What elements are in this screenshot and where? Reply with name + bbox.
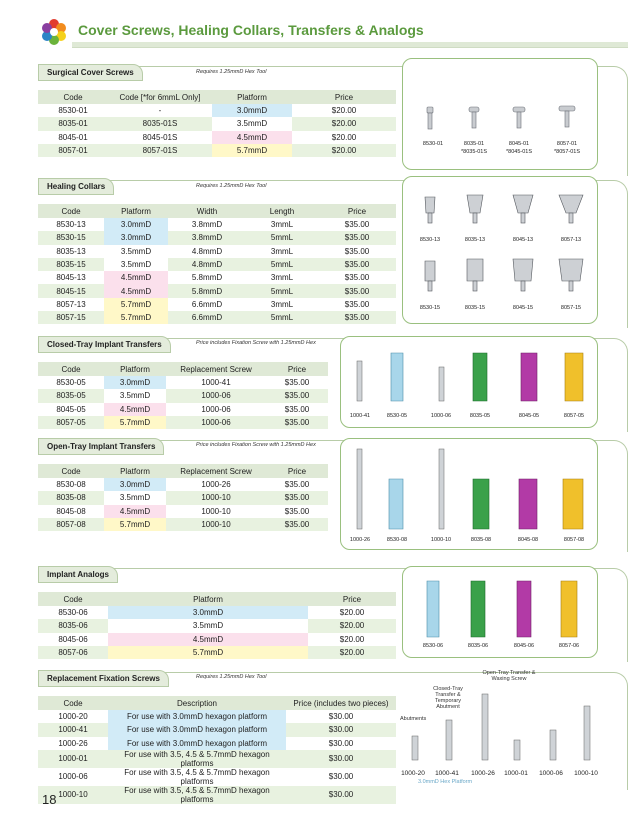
label-abutments: Abutments <box>400 716 427 722</box>
closed-table <box>38 362 328 429</box>
fixation-table <box>38 696 396 804</box>
analogs-caption: 8530-06 <box>422 643 444 649</box>
table-row <box>38 298 396 311</box>
cell: $35.00 <box>266 376 328 389</box>
healing-note: Requires 1.25mmD Hex Tool <box>196 183 267 189</box>
healing-caption: 8035-15 <box>464 305 486 311</box>
cell: 8530-13 <box>38 218 104 231</box>
cell: For use with 3.0mmD hexagon platform <box>108 737 286 750</box>
table-row <box>38 737 396 750</box>
cell: $20.00 <box>292 104 396 117</box>
cell: 8057-01 <box>38 144 108 157</box>
table-row <box>38 786 396 804</box>
closed-caption: 8530-05 <box>386 413 408 419</box>
col-header: Price (includes two pieces) <box>286 696 396 710</box>
fixation-note: Requires 1.25mmD Hex Tool <box>196 674 267 680</box>
cell: 8057-13 <box>38 298 104 311</box>
cell: 3.0mmD <box>108 606 308 619</box>
cover-tab: Surgical Cover Screws <box>38 64 143 81</box>
cell: $35.00 <box>318 271 396 284</box>
table-row <box>38 218 396 231</box>
table-row <box>38 258 396 271</box>
closed-tab: Closed-Tray Implant Transfers <box>38 336 171 353</box>
healing-caption: 8045-13 <box>512 237 534 243</box>
col-header: Code <box>38 592 108 606</box>
cell: 1000-06 <box>166 389 266 402</box>
col-header: Price <box>308 592 396 606</box>
cell: 8530-08 <box>38 478 104 491</box>
title-rule <box>72 42 628 48</box>
fixation-screws-image <box>398 690 604 770</box>
table-row <box>38 606 396 619</box>
cell: 3.0mmD <box>104 478 166 491</box>
cell: 1000-06 <box>166 403 266 416</box>
cell: 1000-10 <box>166 505 266 518</box>
cover-caption-alt: *8035-01S <box>461 149 487 155</box>
cell: 3.5mmD <box>104 491 166 504</box>
cell: 3mmL <box>246 271 318 284</box>
closed-image-box <box>340 336 598 428</box>
cell: 6.6mmD <box>168 298 246 311</box>
cell: 8045-06 <box>38 633 108 646</box>
open-table <box>38 464 328 531</box>
healing-collars-image <box>403 177 599 325</box>
open-transfers-image <box>341 439 599 551</box>
cell: 8035-01S <box>108 117 212 130</box>
cell: $35.00 <box>318 218 396 231</box>
col-header: Price <box>292 90 396 104</box>
cell: $35.00 <box>266 491 328 504</box>
healing-caption: 8530-13 <box>419 237 441 243</box>
cell: 3.5mmD <box>104 245 168 258</box>
table-row <box>38 245 396 258</box>
table-row <box>38 376 328 389</box>
cell: 1000-06 <box>38 768 108 786</box>
cell: $20.00 <box>308 606 396 619</box>
cell: $35.00 <box>318 311 396 324</box>
cell: $35.00 <box>318 258 396 271</box>
healing-caption: 8530-15 <box>419 305 441 311</box>
col-header: Platform <box>108 592 308 606</box>
cell: 8045-01 <box>38 131 108 144</box>
cell: $30.00 <box>286 710 396 723</box>
cell: 3.5mmD <box>104 258 168 271</box>
table-row <box>38 619 396 632</box>
cell: 5mmL <box>246 284 318 297</box>
cell: 1000-20 <box>38 710 108 723</box>
col-header: Price <box>266 464 328 478</box>
cell: 8035-06 <box>38 619 108 632</box>
cell: 1000-10 <box>38 786 108 804</box>
col-header: Description <box>108 696 286 710</box>
cell: 5mmL <box>246 231 318 244</box>
cell: 8045-13 <box>38 271 104 284</box>
table-row <box>38 403 328 416</box>
analogs-caption: 8057-06 <box>558 643 580 649</box>
cell: 5.7mmD <box>104 518 166 531</box>
col-header: Platform <box>104 204 168 218</box>
cell: 3.0mmD <box>104 231 168 244</box>
cell: $20.00 <box>292 131 396 144</box>
cover-caption: 8530-01 <box>422 141 444 147</box>
cell: 8045-08 <box>38 505 104 518</box>
cell: 4.8mmD <box>168 258 246 271</box>
cell: $30.00 <box>286 737 396 750</box>
label-open-tray: Open-Tray Transfer & Waxing Screw <box>482 670 536 682</box>
cell: 8057-15 <box>38 311 104 324</box>
healing-caption: 8045-15 <box>512 305 534 311</box>
cell: 3.0mmD <box>104 376 166 389</box>
cell: $30.00 <box>286 723 396 736</box>
cell: 1000-10 <box>166 491 266 504</box>
cell: 1000-26 <box>166 478 266 491</box>
fixation-caption: 1000-41 <box>435 770 459 777</box>
cell: For use with 3.5, 4.5 & 5.7mmD hexagon platforms <box>108 768 286 786</box>
cell: 4.5mmD <box>108 633 308 646</box>
table-row <box>38 633 396 646</box>
cell: For use with 3.0mmD hexagon platform <box>108 710 286 723</box>
fixation-caption: 1000-26 <box>471 770 495 777</box>
open-caption: 8530-08 <box>386 537 408 543</box>
cell: 4.5mmD <box>212 131 292 144</box>
cell: 3.8mmD <box>168 231 246 244</box>
fixation-tab: Replacement Fixation Screws <box>38 670 169 687</box>
table-row <box>38 389 328 402</box>
cell: 3.0mmD <box>212 104 292 117</box>
cell: 3.8mmD <box>168 218 246 231</box>
table-row <box>38 723 396 736</box>
cell: 8057-08 <box>38 518 104 531</box>
table-row <box>38 478 328 491</box>
table-row <box>38 117 396 130</box>
cell: 4.5mmD <box>104 403 166 416</box>
cell: 3mmL <box>246 298 318 311</box>
cover-caption: 8057-01 <box>556 141 578 147</box>
table-row <box>38 416 328 429</box>
cell: 8035-01 <box>38 117 108 130</box>
fixation-caption: 1000-01 <box>504 770 528 777</box>
table-row <box>38 271 396 284</box>
cell: 8035-05 <box>38 389 104 402</box>
cell: 1000-06 <box>166 416 266 429</box>
open-tab: Open-Tray Implant Transfers <box>38 438 164 455</box>
table-row <box>38 231 396 244</box>
platform-note: 3.0mmD Hex Platform <box>418 779 473 785</box>
cell: $20.00 <box>308 646 396 659</box>
cell: 5mmL <box>246 258 318 271</box>
cell: $35.00 <box>266 389 328 402</box>
table-row <box>38 710 396 723</box>
col-header: Code <box>38 464 104 478</box>
cell: 5.8mmD <box>168 271 246 284</box>
fixation-caption: 1000-06 <box>539 770 563 777</box>
open-caption: 8057-08 <box>563 537 585 543</box>
open-caption: 1000-10 <box>430 537 452 543</box>
healing-image-box <box>402 176 598 324</box>
cell: $35.00 <box>266 518 328 531</box>
fixation-caption: 1000-10 <box>574 770 598 777</box>
cover-caption-alt: *8045-01S <box>506 149 532 155</box>
cell: 8045-05 <box>38 403 104 416</box>
cell: 8530-15 <box>38 231 104 244</box>
cell: 4.5mmD <box>104 505 166 518</box>
cover-caption: 8045-01 <box>508 141 530 147</box>
cover-image-box <box>402 58 598 170</box>
cell: $30.00 <box>286 786 396 804</box>
col-header: Platform <box>212 90 292 104</box>
analogs-table <box>38 592 396 659</box>
cell: 1000-26 <box>38 737 108 750</box>
table-row <box>38 750 396 768</box>
table-row <box>38 284 396 297</box>
cell: 1000-01 <box>38 750 108 768</box>
table-row <box>38 505 328 518</box>
cell: $35.00 <box>266 416 328 429</box>
cell: 3.5mmD <box>108 619 308 632</box>
page-number: 18 <box>42 792 57 807</box>
closed-caption: 8035-05 <box>469 413 491 419</box>
col-header: Code <box>38 362 104 376</box>
cell: 1000-41 <box>38 723 108 736</box>
cell: $20.00 <box>292 117 396 130</box>
col-header: Code <box>38 204 104 218</box>
cell: 5.7mmD <box>104 416 166 429</box>
col-header: Price <box>266 362 328 376</box>
cell: $20.00 <box>308 633 396 646</box>
cell: 3.5mmD <box>212 117 292 130</box>
cell: $35.00 <box>318 298 396 311</box>
cell: $35.00 <box>266 505 328 518</box>
cell: 4.5mmD <box>104 284 168 297</box>
col-header: Code <box>38 696 108 710</box>
cell: 8045-15 <box>38 284 104 297</box>
table-row <box>38 646 396 659</box>
healing-tab: Healing Collars <box>38 178 114 195</box>
table-row <box>38 311 396 324</box>
cell: $20.00 <box>308 619 396 632</box>
col-header: Platform <box>104 464 166 478</box>
table-row <box>38 131 396 144</box>
cell: 8057-01S <box>108 144 212 157</box>
cell: 8035-13 <box>38 245 104 258</box>
cell: $35.00 <box>266 478 328 491</box>
cell: 4.8mmD <box>168 245 246 258</box>
col-header: Platform <box>104 362 166 376</box>
label-closed-tray: Closed-Tray Transfer & Temporary Abutment <box>433 686 463 710</box>
col-header: Replacement Screw <box>166 362 266 376</box>
analogs-caption: 8045-06 <box>513 643 535 649</box>
open-caption: 8045-08 <box>517 537 539 543</box>
col-header: Price <box>318 204 396 218</box>
healing-caption: 8057-13 <box>560 237 582 243</box>
closed-note: Price includes Fixation Screw with 1.25mmD Hex <box>196 340 316 346</box>
cell: For use with 3.0mmD hexagon platform <box>108 723 286 736</box>
cell: 4.5mmD <box>104 271 168 284</box>
cell: 5mmL <box>246 311 318 324</box>
cell: For use with 3.5, 4.5 & 5.7mmD hexagon platforms <box>108 750 286 768</box>
col-header: Code <box>38 90 108 104</box>
cover-note: Requires 1.25mmD Hex Tool <box>196 69 267 75</box>
cell: 1000-41 <box>166 376 266 389</box>
cell: $35.00 <box>318 245 396 258</box>
closed-caption: 8045-05 <box>518 413 540 419</box>
closed-caption: 8057-05 <box>563 413 585 419</box>
cell: 8057-06 <box>38 646 108 659</box>
cell: 8035-15 <box>38 258 104 271</box>
cell: 5.7mmD <box>108 646 308 659</box>
cover-caption: 8035-01 <box>463 141 485 147</box>
cell: For use with 3.5, 4.5 & 5.7mmD hexagon platforms <box>108 786 286 804</box>
page-title: Cover Screws, Healing Collars, Transfers & Analogs <box>78 22 424 38</box>
closed-caption: 1000-06 <box>430 413 452 419</box>
cell: 3mmL <box>246 218 318 231</box>
cell: $30.00 <box>286 768 396 786</box>
cover-caption-alt: *8057-01S <box>554 149 580 155</box>
fixation-caption: 1000-20 <box>401 770 425 777</box>
col-header: Replacement Screw <box>166 464 266 478</box>
closed-caption: 1000-41 <box>349 413 371 419</box>
cell: 6.6mmD <box>168 311 246 324</box>
open-note: Price includes Fixation Screw with 1.25mmD Hex <box>196 442 316 448</box>
cell: 3mmL <box>246 245 318 258</box>
col-header: Code [*for 6mmL Only] <box>108 90 212 104</box>
cell: 1000-10 <box>166 518 266 531</box>
cell: 5.7mmD <box>212 144 292 157</box>
analogs-image-box <box>402 566 598 658</box>
cell: 5.7mmD <box>104 298 168 311</box>
table-row <box>38 144 396 157</box>
cell: 8057-05 <box>38 416 104 429</box>
col-header: Width <box>168 204 246 218</box>
cell: - <box>108 104 212 117</box>
cell: 8045-01S <box>108 131 212 144</box>
cell: 8530-05 <box>38 376 104 389</box>
cell: $35.00 <box>266 403 328 416</box>
cell: $35.00 <box>318 284 396 297</box>
cell: $35.00 <box>318 231 396 244</box>
table-row <box>38 491 328 504</box>
open-caption: 8035-08 <box>470 537 492 543</box>
cell: 8530-01 <box>38 104 108 117</box>
cell: $30.00 <box>286 750 396 768</box>
cover-table <box>38 90 396 157</box>
cell: $20.00 <box>292 144 396 157</box>
healing-caption: 8035-13 <box>464 237 486 243</box>
table-row <box>38 104 396 117</box>
table-row <box>38 768 396 786</box>
col-header: Length <box>246 204 318 218</box>
hexagon-logo-icon <box>40 18 68 46</box>
table-row <box>38 518 328 531</box>
cell: 8035-08 <box>38 491 104 504</box>
analogs-caption: 8035-06 <box>467 643 489 649</box>
cell: 5.7mmD <box>104 311 168 324</box>
healing-caption: 8057-15 <box>560 305 582 311</box>
open-caption: 1000-26 <box>349 537 371 543</box>
cell: 8530-06 <box>38 606 108 619</box>
cell: 3.0mmD <box>104 218 168 231</box>
open-image-box <box>340 438 598 550</box>
healing-table <box>38 204 396 324</box>
cell: 3.5mmD <box>104 389 166 402</box>
analogs-tab: Implant Analogs <box>38 566 118 583</box>
cell: 5.8mmD <box>168 284 246 297</box>
